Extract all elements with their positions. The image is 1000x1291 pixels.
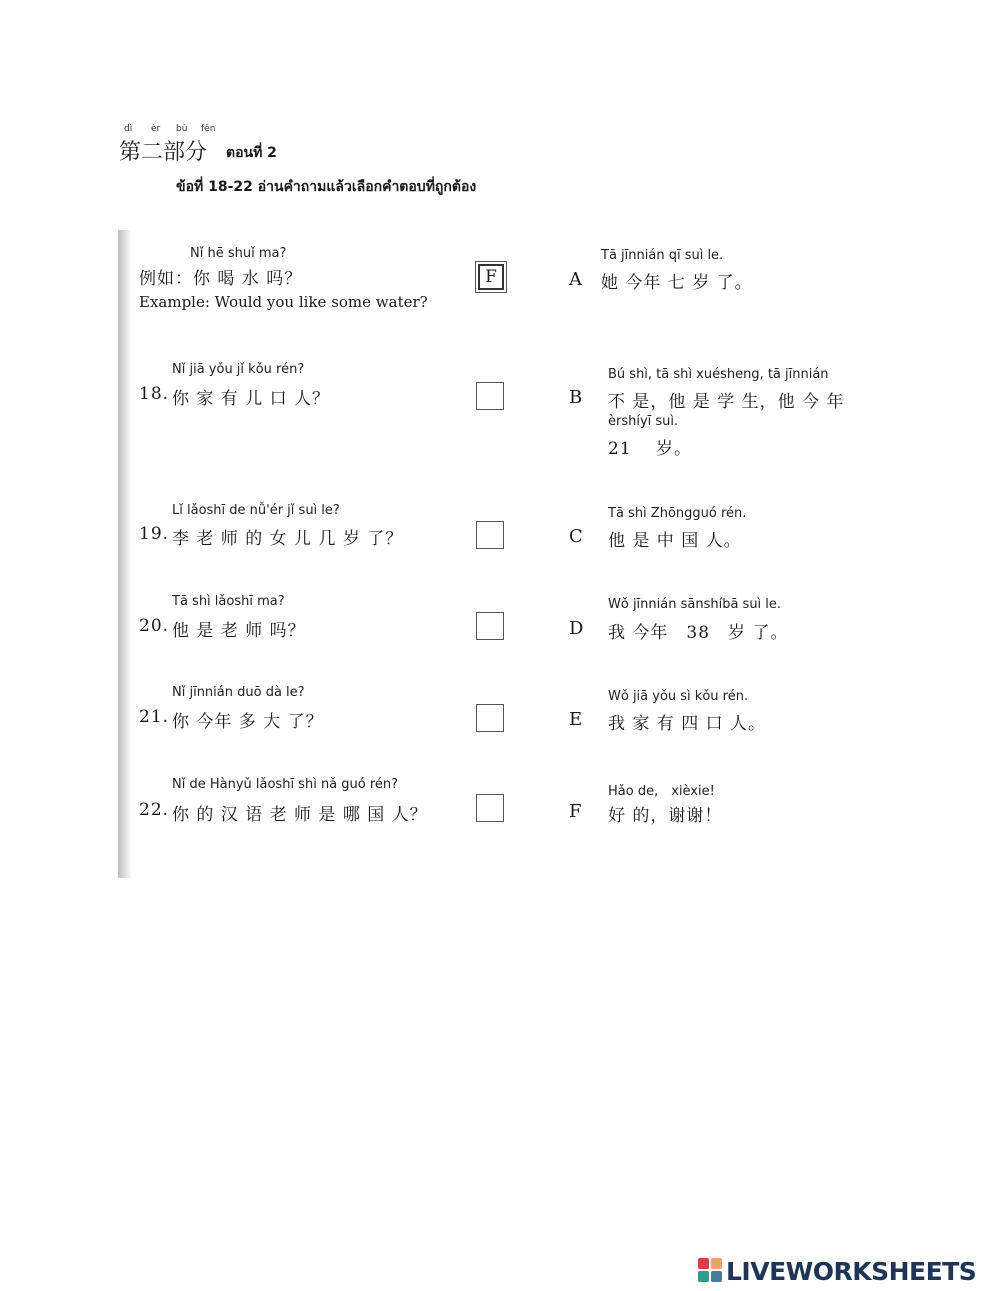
q18-answer-box[interactable] <box>476 382 504 410</box>
q22-chinese: 你 的 汉 语 老 师 是 哪 国 人？ <box>172 805 428 825</box>
q20-chinese: 他 是 老 师 吗？ <box>172 621 306 641</box>
q19-pinyin: Lǐ lǎoshī de nǚ'ér jǐ suì le? <box>172 503 340 518</box>
q18-pinyin: Nǐ jiā yǒu jǐ kǒu rén? <box>172 362 305 377</box>
answer-b-letter: B <box>569 387 583 408</box>
q20-number: 20. <box>139 616 170 636</box>
answer-a-pinyin: Tā jīnnián qī suì le. <box>601 248 724 263</box>
answer-c-letter: C <box>569 526 583 547</box>
answer-d-letter: D <box>569 618 584 639</box>
section-title: 第二部分 <box>119 140 208 165</box>
scan-shadow <box>118 230 132 878</box>
q21-number: 21. <box>139 707 170 727</box>
q21-pinyin: Nǐ jīnnián duō dà le? <box>172 685 305 700</box>
q20-pinyin: Tā shì lǎoshī ma? <box>172 594 285 609</box>
answer-b-chinese: 不 是，他 是 学 生，他 今 年 <box>608 392 845 412</box>
answer-e-letter: E <box>569 709 583 730</box>
part-label: ตอนที่ 2 <box>226 145 277 161</box>
q18-chinese: 你 家 有 儿 口 人？ <box>172 389 331 409</box>
answer-f-pinyin: Hǎo de, xièxie! <box>608 784 715 799</box>
answer-d-pinyin: Wǒ jīnnián sānshíbā suì le. <box>608 597 782 612</box>
q21-chinese: 你 今年 多 大 了？ <box>172 712 324 732</box>
q20-answer-box[interactable] <box>476 612 504 640</box>
answer-c-pinyin: Tā shì Zhōngguó rén. <box>608 506 747 521</box>
answer-b-chinese-2: 21 岁。 <box>608 439 693 459</box>
answer-d-chinese: 我 今年 38 岁 了。 <box>608 623 789 643</box>
liveworksheets-logo-icon <box>698 1258 724 1284</box>
q19-number: 19. <box>139 524 170 544</box>
example-answer-box: F <box>478 264 504 290</box>
example-pinyin: Nǐ hē shuǐ ma? <box>190 246 287 261</box>
brand-name: LIVEWORKSHEETS <box>726 1256 977 1286</box>
answer-f-chinese: 好 的，谢谢！ <box>608 806 723 826</box>
answer-c-chinese: 他 是 中 国 人。 <box>608 531 742 551</box>
example-english: Example: Would you like some water? <box>139 293 428 311</box>
q22-answer-box[interactable] <box>476 794 504 822</box>
example-chinese: 例如：你 喝 水 吗？ <box>139 269 303 289</box>
ruby-er: èr <box>151 124 161 134</box>
ruby-di: dì <box>124 124 133 134</box>
q22-pinyin: Nǐ de Hànyǔ lǎoshī shì nǎ guó rén? <box>172 777 399 792</box>
answer-b-pinyin: Bú shì, tā shì xuésheng, tā jīnnián <box>608 367 829 382</box>
q19-answer-box[interactable] <box>476 521 504 549</box>
q22-number: 22. <box>139 800 170 820</box>
ruby-bu: bù <box>176 124 188 134</box>
answer-a-chinese: 她 今年 七 岁 了。 <box>601 273 753 293</box>
instructions: ข้อที่ 18-22 อ่านคำถามแล้วเลือกคำตอบที่ถูกต้อง <box>176 179 477 195</box>
q18-number: 18. <box>139 384 170 404</box>
answer-e-chinese: 我 家 有 四 口 人。 <box>608 714 767 734</box>
q21-answer-box[interactable] <box>476 704 504 732</box>
answer-e-pinyin: Wǒ jiā yǒu sì kǒu rén. <box>608 689 749 704</box>
q19-chinese: 李 老 师 的 女 儿 几 岁 了？ <box>172 529 404 549</box>
answer-b-pinyin-2: èrshíyī suì. <box>608 414 679 429</box>
answer-f-letter: F <box>569 801 582 822</box>
ruby-fen: fēn <box>201 124 216 134</box>
liveworksheets-logo <box>698 1256 976 1286</box>
answer-a-letter: A <box>569 269 582 290</box>
